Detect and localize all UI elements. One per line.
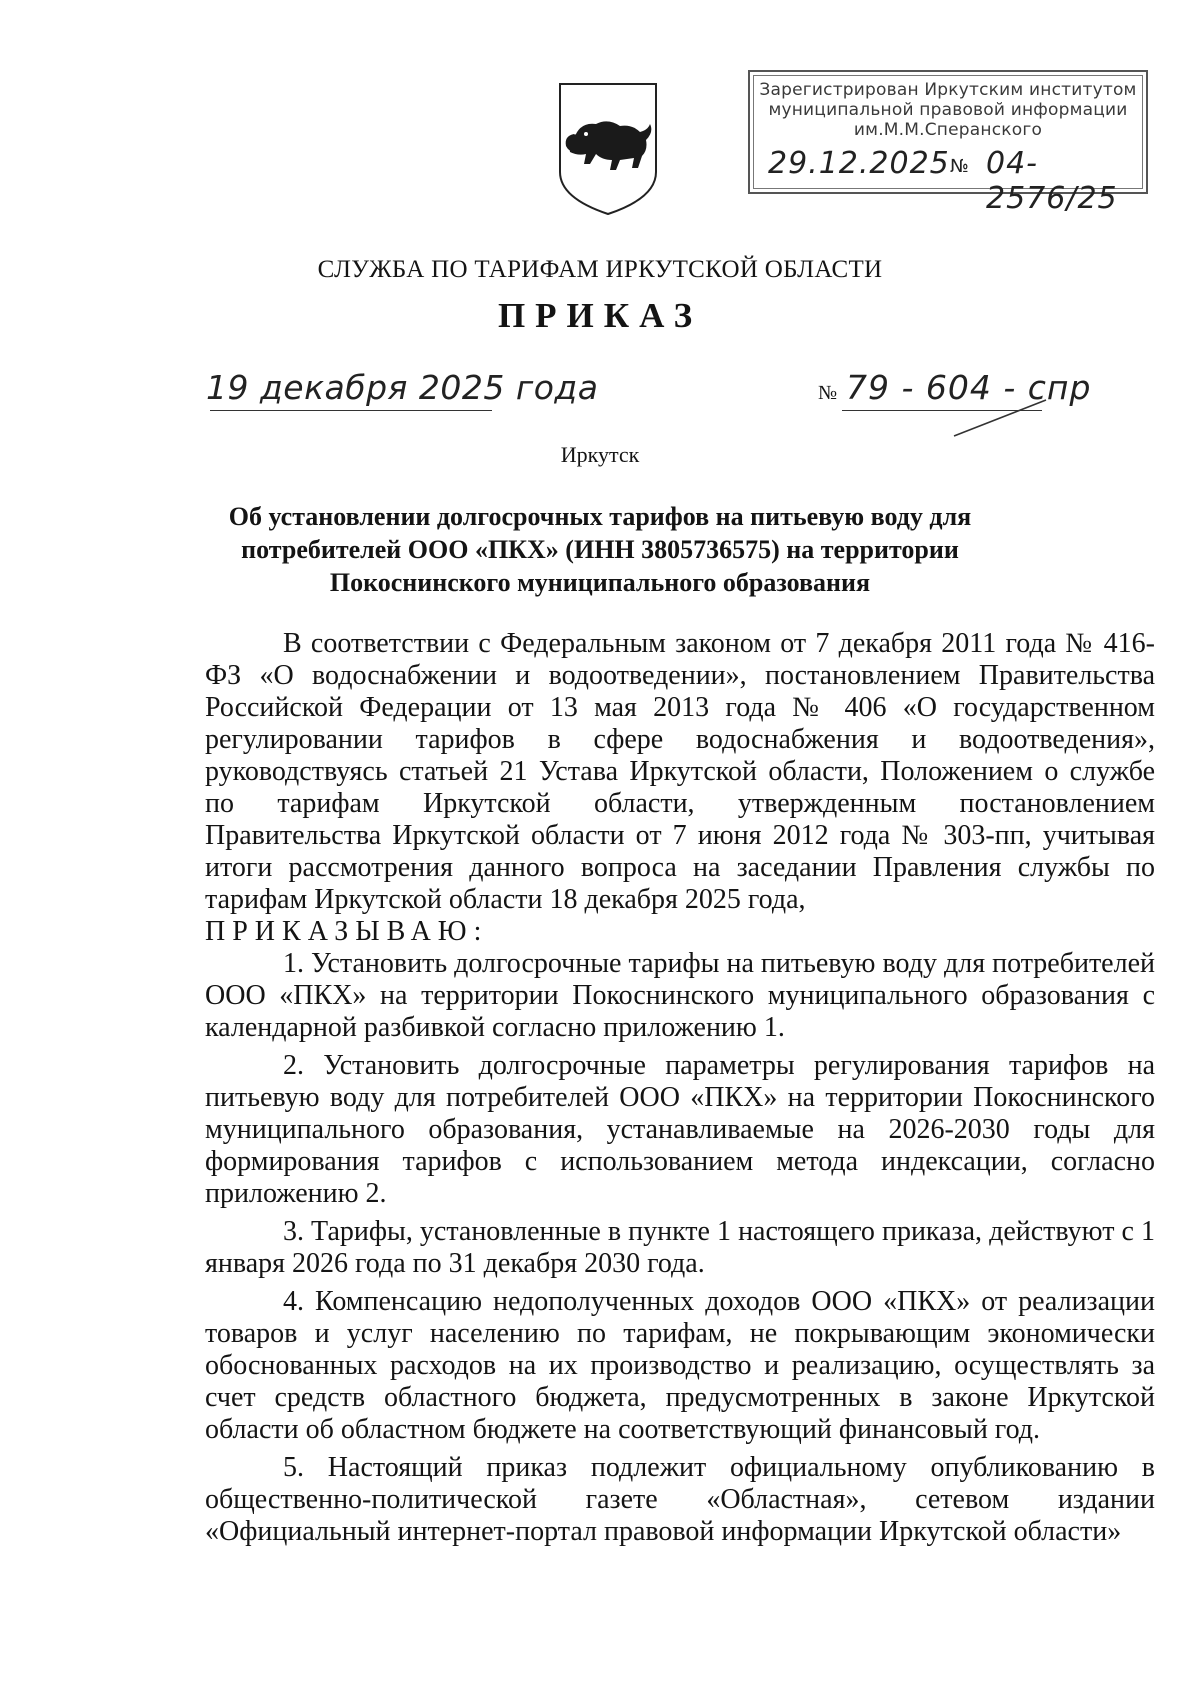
stamp-number-sign: № xyxy=(950,156,969,177)
organization-name: СЛУЖБА ПО ТАРИФАМ ИРКУТСКОЙ ОБЛАСТИ xyxy=(317,256,883,283)
order-number-sign: № xyxy=(818,382,838,404)
stamp-handwritten-row xyxy=(760,144,1138,216)
stamp-line-2: муниципальной правовой информации xyxy=(768,100,1128,120)
title-line-3: Покоснинского муниципального образования xyxy=(329,568,871,597)
date-underline xyxy=(210,410,492,411)
order-word: ПРИКАЗЫВАЮ: xyxy=(205,916,489,947)
irkutsk-coat-of-arms-icon xyxy=(556,80,660,218)
preamble-paragraph: В соответствии с Федеральным законом от 7 декабря 2011 года № 416-ФЗ «О водоснабжении и водоотведении», постановлением Правительства Российской Федерации от 13 мая 2013 года № 406 «О государственном регулировании тарифов в сфере водоснабжения и водоотведения», руководствуясь статьей 21 Устава Иркутской области, Положением о службе по тарифам Иркутской области, утвержденным постановлением Правительства Иркутской области от 7 июня 2012 года № 303-пп, учитывая итоги рассмотрения данного вопроса на заседании Правления службы по тарифам Иркутской области 18 декабря 2025 года, xyxy=(205,628,1155,915)
order-item-4: 4. Компенсацию недополученных доходов ООО «ПКХ» от реализации товаров и услуг населению по тарифам, не покрывающим экономически обоснованных расходов на их производство и реализацию, осуществлять за счет средств областного бюджета, предусмотренных в законе Иркутской области об областном бюджете на соответствующий финансовый год. xyxy=(205,1286,1155,1445)
stamp-number: 04-2576/25 xyxy=(986,146,1118,216)
city: Иркутск xyxy=(560,442,640,467)
order-item-3: 3. Тарифы, установленные в пункте 1 настоящего приказа, действуют с 1 января 2026 года по 31 декабря 2030 года. xyxy=(205,1216,1155,1279)
stamp-line-3: им.М.М.Сперанского xyxy=(853,120,1043,140)
document-type: ПРИКАЗ xyxy=(497,296,703,335)
order-item-2: 2. Установить долгосрочные параметры регулирования тарифов на питьевую воду для потребителей ООО «ПКХ» на территории Покоснинского муниципального образования, устанавливаемые на 2026-2030 годы для формирования тарифов с использованием метода индексации, согласно приложению 2. xyxy=(205,1050,1155,1209)
signature-flourish-icon xyxy=(950,392,1050,442)
order-item-5: 5. Настоящий приказ подлежит официальному опубликованию в общественно-политической газете «Областная», сетевом издании «Официальный интернет-портал правовой информации Иркутской области» xyxy=(205,1452,1155,1547)
stamp-date: 29.12.2025 xyxy=(768,146,950,181)
document-body xyxy=(205,628,1155,1548)
order-number: 79 - 604 - спр xyxy=(846,368,1092,407)
document-title xyxy=(200,500,1000,599)
registration-stamp xyxy=(748,70,1148,216)
stamp-line-1: Зарегистрирован Иркутским институтом xyxy=(759,80,1137,100)
title-line-1: Об установлении долгосрочных тарифов на питьевую воду для xyxy=(228,502,972,531)
title-line-2: потребителей ООО «ПКХ» (ИНН 3805736575) на территории xyxy=(241,535,959,564)
order-item-1: 1. Установить долгосрочные тарифы на питьевую воду для потребителей ООО «ПКХ» на территории Покоснинского муниципального образования с календарной разбивкой согласно приложению 1. xyxy=(205,948,1155,1043)
order-date: 19 декабря 2025 года xyxy=(206,368,599,407)
